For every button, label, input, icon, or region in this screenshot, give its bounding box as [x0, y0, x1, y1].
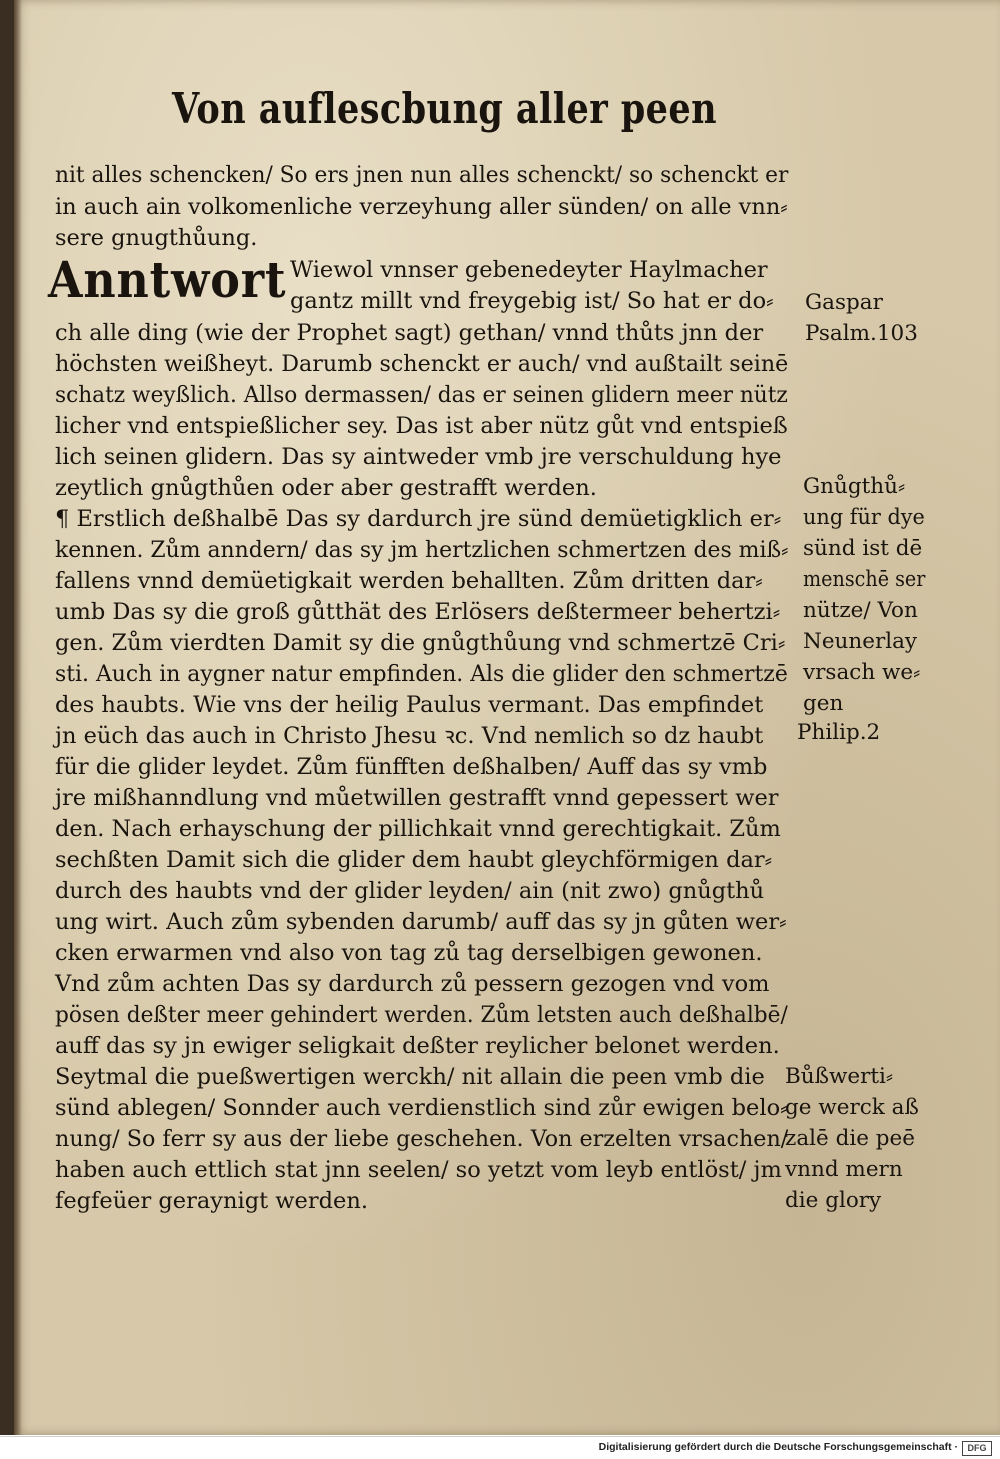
margin-line: gen: [803, 691, 844, 716]
margin-line: nütze/ Von: [803, 598, 918, 623]
text-line: gen. Zům vierdten Damit sy die gnůgthůung vnd schmertzē Cri⸗: [55, 630, 786, 656]
text-line: licher vnd entspießlicher sey. Das ist aber nütz gůt vnd entspieß: [55, 413, 788, 439]
text-line: sti. Auch in aygner natur empfinden. Als die glider den schmertzē: [55, 661, 788, 687]
text-line: in auch ain volkomenliche verzeyhung aller sünden/ on alle vnn⸗: [55, 194, 788, 220]
text-line: auff das sy jn ewiger seligkait deßter reylicher belonet werden.: [55, 1033, 780, 1059]
margin-line: vrsach we⸗: [803, 660, 921, 685]
margin-line: sünd ist dē: [803, 536, 923, 561]
text-line: haben auch ettlich stat jnn seelen/ so yetzt vom leyb entlöst/ jm: [55, 1157, 782, 1183]
text-line: fegfeüer geraynigt werden.: [55, 1188, 368, 1214]
text-line: schatz weyßlich. Allso dermassen/ das er seinen glidern meer nütz: [55, 382, 788, 408]
dfg-logo[interactable]: DFG: [962, 1441, 992, 1456]
text-line: ch alle ding (wie der Prophet sagt) gethan/ vnnd thůts jnn der: [55, 320, 764, 346]
text-line: jre mißhanndlung vnd můetwillen gestrafft vnnd gepessert wer: [55, 785, 779, 811]
text-line: sechßten Damit sich die glider dem haubt gleychförmigen dar⸗: [55, 847, 773, 873]
text-line: umb Das sy die groß gůtthät des Erlösers deßtermeer behertzi⸗: [55, 599, 781, 625]
margin-line: Gnůgthů⸗: [803, 474, 906, 499]
margin-line: ung für dye: [803, 505, 925, 530]
text-line: fallens vnnd demüetigkait werden behallten. Zům dritten dar⸗: [55, 568, 763, 594]
running-title: Von auflescbung aller peen: [172, 84, 717, 133]
margin-line: Gaspar: [805, 290, 883, 315]
text-line: nit alles schencken/ So ers jnen nun alles schenckt/ so schenckt er: [55, 162, 789, 188]
margin-line: die glory: [785, 1188, 882, 1213]
text-line: durch des haubts vnd der glider leyden/ ain (nit zwo) gnůgthů: [55, 878, 765, 904]
text-line: lich seinen glidern. Das sy aintweder vmb jre verschuldung hye: [55, 444, 782, 470]
text-line: ¶ Erstlich deßhalbē Das sy dardurch jre sünd demüetigklich er⸗: [55, 506, 782, 532]
text-line: Seytmal die pueßwertigen werckh/ nit allain die peen vmb die: [55, 1064, 765, 1090]
text-line: jn eüch das auch in Christo Jhesu ꝛc. Vnd nemlich so dz haubt: [55, 723, 764, 749]
text-line: Vnd zům achten Das sy dardurch zů pessern gezogen vnd vom: [55, 971, 770, 997]
text-line: sünd ablegen/ Sonnder auch verdienstlich sind zůr ewigen belo⸗: [55, 1095, 788, 1121]
margin-line: Bůßwerti⸗: [785, 1064, 894, 1089]
margin-line: Psalm.103: [805, 321, 918, 346]
text-line: für die glider leydet. Zům fünfften deßhalben/ Auff das sy vmb: [55, 754, 768, 780]
text-line: kennen. Zům anndern/ das sy jm hertzlichen schmertzen des miß⸗: [55, 537, 789, 563]
digitization-footer: [0, 1436, 1000, 1459]
text-line: gantz millt vnd freygebig ist/ So hat er do⸗: [290, 288, 774, 314]
text-line: pösen deßter meer gehindert werden. Zům letsten auch deßhalbē/: [55, 1002, 788, 1028]
initial-word: Anntwort: [48, 250, 287, 309]
text-line: Wiewol vnnser gebenedeyter Haylmacher: [290, 257, 768, 283]
gutter-shadow: [14, 0, 22, 1435]
text-line: sere gnugthůung.: [55, 225, 258, 251]
funding-credit: Digitalisierung gefördert durch die Deutsche Forschungsgemeinschaft ·: [598, 1441, 958, 1453]
text-line: des haubts. Wie vns der heilig Paulus vermant. Das empfindet: [55, 692, 764, 718]
text-line: zeytlich gnůgthůen oder aber gestrafft werden.: [55, 475, 597, 501]
text-line: nung/ So ferr sy aus der liebe geschehen. Von erzelten vrsachen/: [55, 1126, 789, 1152]
margin-line: ge werck aß: [785, 1095, 919, 1120]
margin-line: Philip.2: [797, 720, 881, 745]
margin-line: zalē die peē: [785, 1126, 915, 1151]
margin-line: menschē ser: [803, 567, 926, 592]
text-line: höchsten weißheyt. Darumb schenckt er auch/ vnd außtailt seinē: [55, 351, 789, 377]
margin-line: Neunerlay: [803, 629, 918, 654]
text-line: ung wirt. Auch zům sybenden darumb/ auff das sy jn gůten wer⸗: [55, 909, 787, 935]
text-line: den. Nach erhayschung der pillichkait vnnd gerechtigkait. Zům: [55, 816, 781, 842]
text-line: cken erwarmen vnd also von tag zů tag derselbigen gewonen.: [55, 940, 763, 966]
margin-line: vnnd mern: [785, 1157, 903, 1182]
